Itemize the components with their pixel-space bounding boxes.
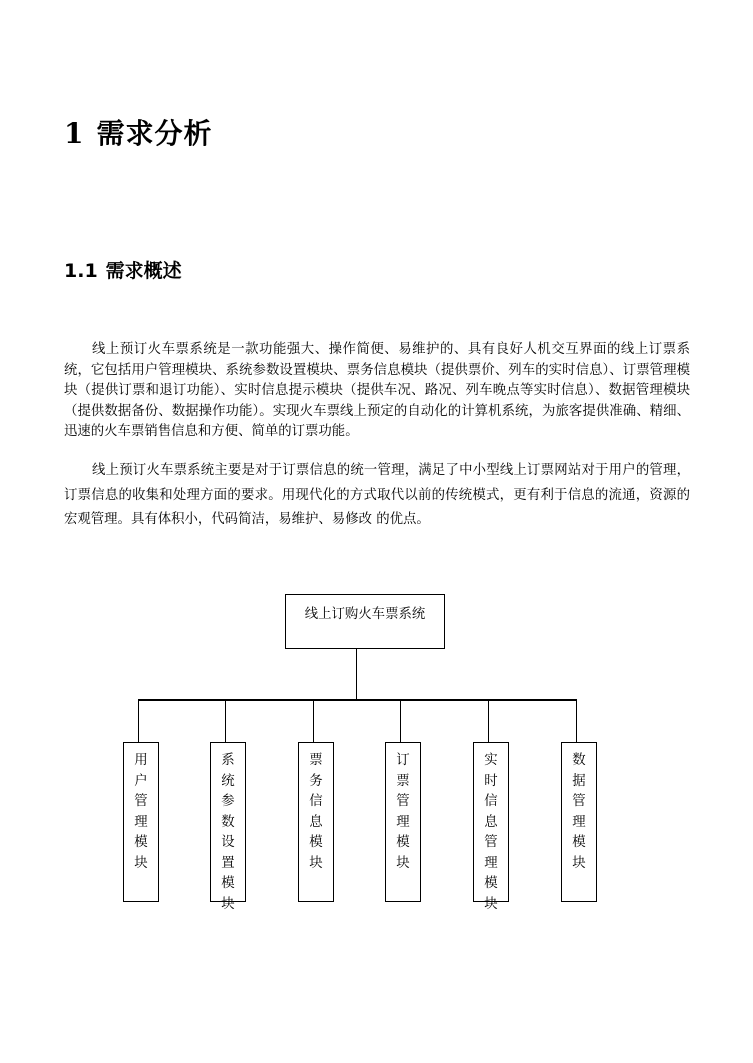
module-node [473,742,509,912]
module-char: 管 [396,794,410,809]
module-node [298,742,334,902]
section-number: 1 [64,117,85,150]
module-node [123,742,159,902]
module-char: 用 [134,753,148,768]
module-char: 块 [484,896,498,912]
module-char: 据 [572,773,586,789]
module-char: 理 [572,814,586,830]
module-char: 块 [396,855,410,871]
subsection-title: 需求概述 [105,260,182,282]
module-char: 息 [309,814,323,830]
connector-line [400,700,401,742]
module-char: 模 [309,835,323,850]
branch-line [138,699,577,701]
connector-line [576,700,577,742]
paragraph-overview: 线上预订火车票系统是一款功能强大、操作简便、易维护的、具有良好人机交互界面的线上订票系统，它包括用户管理模块、系统参数设置模块、票务信息模块（提供票价、列车的实时信息）、订票管理模块（提供订票和退订功能）、实时信息提示模块（提供车况、路况、列车晚点等实时信息）、数据管理模块（提供数据备份、数据操作功能）。实现火车票线上预定的自动化的计算机系统，为旅客提供准确、精细、迅速的火车票销售信息和方便、简单的订票功能。 [64,342,690,440]
module-char: 务 [309,773,323,789]
module-char: 块 [309,855,323,871]
module-char: 时 [484,773,498,789]
module-char: 信 [484,794,498,809]
module-char: 参 [221,794,235,809]
module-char: 块 [221,896,235,912]
module-char: 统 [221,773,235,789]
trunk-line [356,649,357,700]
module-char: 模 [396,835,410,850]
section-title: 需求分析 [96,117,213,150]
connector-line [488,700,489,742]
module-char: 模 [484,876,498,891]
module-char: 理 [134,814,148,830]
module-char: 置 [221,855,235,871]
module-char: 数 [221,814,235,830]
module-node [210,742,246,912]
module-char: 理 [484,855,498,871]
module-char: 管 [134,794,148,809]
module-char: 理 [396,814,410,830]
module-char: 管 [484,835,498,850]
module-node [561,742,597,902]
connector-line [138,700,139,742]
connector-line [313,700,314,742]
connector-line [225,700,226,742]
paragraph-summary: 线上预订火车票系统主要是对于订票信息的统一管理，满足了中小型线上订票网站对于用户的管理，订票信息的收集和处理方面的要求。用现代化的方式取代以前的传统模式，更有利于信息的流通，资源的宏观管理。具有体积小，代码简洁，易维护、易修改 的优点。 [64,463,690,527]
module-char: 模 [221,876,235,891]
module-char: 户 [134,773,148,789]
module-char: 票 [396,773,410,789]
module-char: 管 [572,794,586,809]
module-char: 系 [221,753,235,768]
module-char: 实 [484,753,498,768]
module-char: 模 [134,835,148,850]
module-char: 息 [484,814,498,830]
module-node [385,742,421,902]
module-char: 块 [134,855,148,871]
module-char: 模 [572,835,586,850]
root-node: 线上订购火车票系统 [285,594,445,649]
module-char: 数 [572,753,586,768]
module-char: 设 [221,835,235,850]
subsection-number: 1.1 [64,260,98,282]
module-char: 信 [309,794,323,809]
module-char: 订 [396,753,410,768]
module-char: 块 [572,855,586,871]
module-char: 票 [309,753,323,768]
